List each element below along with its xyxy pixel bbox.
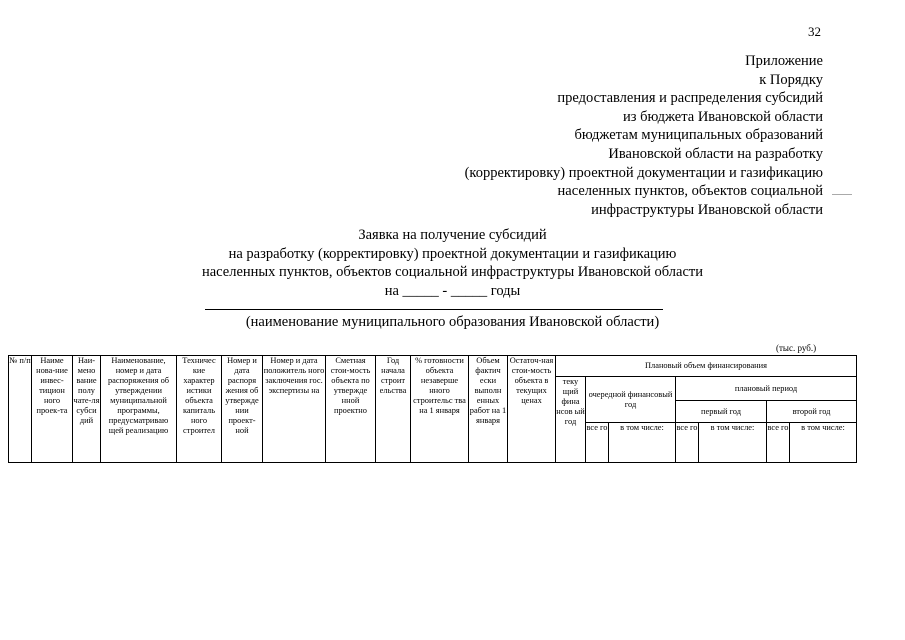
appendix-line: инфраструктуры Ивановской области [591, 201, 823, 218]
col-program: Наименование, номер и дата распоряжения об утверждении муниципальной программы, предусматриваю щей реализацию [101, 356, 177, 463]
appendix-line: к Порядку [759, 71, 823, 88]
unit-label: (тыс. руб.) [776, 343, 817, 353]
title-line-3: населенных пунктов, объектов социальной инфраструктуры Ивановской области [201, 264, 703, 281]
municipality-underline [205, 309, 663, 310]
first-year-including: в том числе: [699, 423, 767, 463]
next-fin-year-header: очередной финансовый год [586, 377, 676, 423]
page-number: 32 [808, 24, 821, 39]
appendix-header [465, 52, 823, 219]
title-line-1: Заявка на получение субсидий [358, 227, 547, 243]
second-year-header: второй год [767, 401, 857, 423]
col-tech: Техничес кие характер истики объекта капиталь ного строител [177, 356, 222, 463]
appendix-line: населенных пунктов, объектов социальной [557, 183, 823, 200]
col-start-year: Год начала строит ельства [376, 356, 411, 463]
dash-mark [832, 194, 852, 195]
appendix-line: Ивановской области на разработку [608, 145, 823, 162]
first-year-header: первый год [676, 401, 767, 423]
planned-period-header: плановый период [676, 377, 857, 401]
second-year-including: в том числе: [790, 423, 857, 463]
planned-funding-header: Плановый объем финансирования [556, 356, 857, 377]
funding-table [8, 355, 857, 463]
col-number: № п/п [9, 356, 32, 463]
appendix-line: предоставления и распределения субсидий [557, 90, 823, 107]
appendix-line: (корректировку) проектной документации и газификацию [464, 164, 823, 181]
col-estimate: Сметная стои-мость объекта по утвержде нной проектно [326, 356, 376, 463]
col-readiness: % готовности объекта незаверше нного строительс тва на 1 января [411, 356, 469, 463]
municipality-label: (наименование муниципального образования Ивановской области) [245, 314, 660, 330]
title-line-2: на разработку (корректировку) проектной документации и газификацию [228, 245, 677, 262]
col-remaining: Остаточ-ная стои-мость объекта в текущих ценах [508, 356, 556, 463]
appendix-line: Приложение [745, 53, 823, 69]
title-line-4: на _____ - _____ годы [384, 282, 521, 299]
appendix-line: бюджетам муниципальных образований [574, 127, 823, 144]
col-investment-name: Наиме нова-ние инвес-тицион ного проек-та [32, 356, 73, 463]
col-order: Номер и дата распоря жения об утверждe нии проект-ной [222, 356, 263, 463]
document-title [0, 226, 905, 300]
second-year-total: все го [767, 423, 790, 463]
next-year-including: в том числе: [609, 423, 676, 463]
col-recipient: Наи-мено вание полу чате-ля субси дий [73, 356, 101, 463]
current-year-header: теку щий фина нсов ый год [556, 377, 586, 463]
col-volume-done: Объем фактич ески выполн енных работ на 1 января [469, 356, 508, 463]
col-expertise: Номер и дата положитель ного заключения гос. экспертизы на [263, 356, 326, 463]
first-year-total: все го [676, 423, 699, 463]
appendix-line: из бюджета Ивановской области [623, 108, 823, 125]
next-year-total: все го [586, 423, 609, 463]
